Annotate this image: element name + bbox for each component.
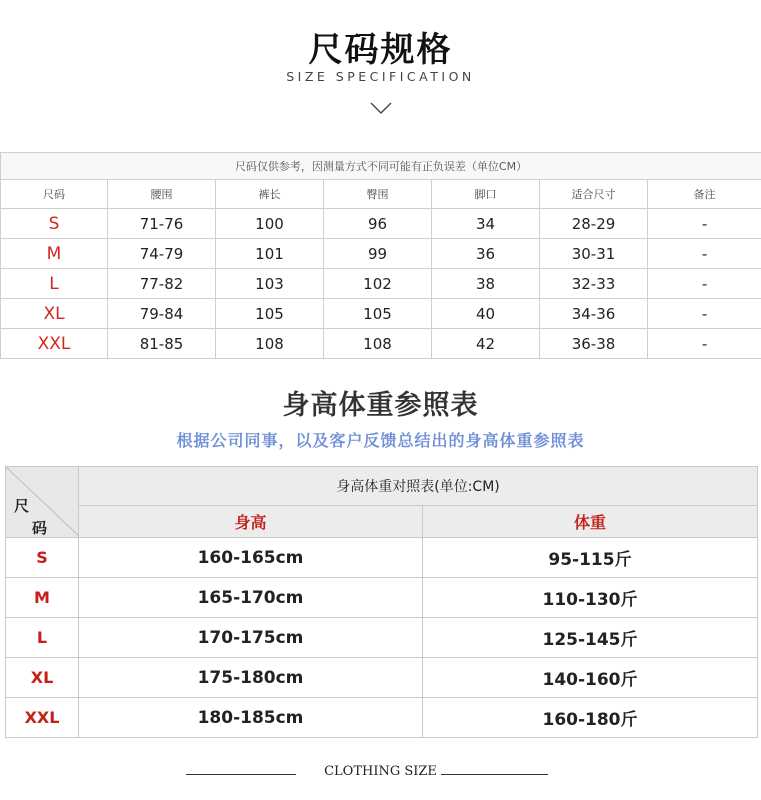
height-cell: 180-185cm: [79, 698, 423, 738]
waist-cell: 77-82: [108, 269, 216, 299]
footer-label: CLOTHING SIZE: [320, 764, 441, 779]
corner-label-bottom: 码: [32, 519, 48, 537]
size-label: L: [1, 269, 108, 299]
header-height: 身高: [79, 506, 423, 538]
chevron-down-icon: [370, 101, 392, 115]
corner-label-top: 尺: [14, 497, 30, 515]
height-cell: 165-170cm: [79, 578, 423, 618]
section-subtitle: 根据公司同事，以及客户反馈总结出的身高体重参照表: [176, 431, 585, 450]
table-row: [1, 239, 761, 269]
fit-size-cell: 36-38: [540, 329, 648, 359]
fit-size-cell: 34-36: [540, 299, 648, 329]
length-cell: 100: [216, 209, 324, 239]
table-row: [6, 538, 758, 578]
size-label: XL: [1, 299, 108, 329]
notes-cell: -: [648, 299, 761, 329]
length-cell: 101: [216, 239, 324, 269]
notes-cell: -: [648, 329, 761, 359]
waist-cell: 79-84: [108, 299, 216, 329]
size-label: S: [1, 209, 108, 239]
size-label: S: [6, 538, 79, 578]
hem-cell: 42: [432, 329, 540, 359]
header-size: 尺码: [1, 180, 108, 209]
hem-cell: 36: [432, 239, 540, 269]
hip-cell: 96: [324, 209, 432, 239]
table-row: [1, 329, 761, 359]
weight-cell: 110-130斤: [423, 578, 758, 618]
header-length: 裤长: [216, 180, 324, 209]
hem-cell: 34: [432, 209, 540, 239]
weight-cell: 160-180斤: [423, 698, 758, 738]
fit-size-cell: 30-31: [540, 239, 648, 269]
corner-cell: [6, 467, 79, 538]
waist-cell: 71-76: [108, 209, 216, 239]
size-label: M: [1, 239, 108, 269]
length-cell: 108: [216, 329, 324, 359]
weight-cell: 95-115斤: [423, 538, 758, 578]
size-label: L: [6, 618, 79, 658]
table-row: [1, 209, 761, 239]
height-weight-table: [5, 466, 758, 738]
height-cell: 175-180cm: [79, 658, 423, 698]
size-label: M: [6, 578, 79, 618]
length-cell: 103: [216, 269, 324, 299]
waist-cell: 81-85: [108, 329, 216, 359]
hip-cell: 105: [324, 299, 432, 329]
height-cell: 170-175cm: [79, 618, 423, 658]
hip-cell: 108: [324, 329, 432, 359]
notes-cell: -: [648, 269, 761, 299]
table-row: [1, 269, 761, 299]
page-title: 尺码规格: [308, 30, 453, 70]
table-row: [6, 578, 758, 618]
hem-cell: 40: [432, 299, 540, 329]
page-subtitle: SIZE SPECIFICATION: [286, 69, 475, 84]
table-row: [6, 658, 758, 698]
header-hip: 臀围: [324, 180, 432, 209]
hip-cell: 102: [324, 269, 432, 299]
fit-size-cell: 28-29: [540, 209, 648, 239]
size-spec-table: [0, 152, 761, 359]
header-hem: 脚口: [432, 180, 540, 209]
notes-cell: -: [648, 209, 761, 239]
size-table-note: 尺码仅供参考，因测量方式不同可能有正负误差（单位CM）: [1, 153, 761, 180]
notes-cell: -: [648, 239, 761, 269]
weight-cell: 140-160斤: [423, 658, 758, 698]
header-notes: 备注: [648, 180, 761, 209]
hip-cell: 99: [324, 239, 432, 269]
size-label: XL: [6, 658, 79, 698]
table-caption: 身高体重对照表(单位:CM): [79, 467, 758, 506]
table-row: [6, 618, 758, 658]
size-label: XXL: [1, 329, 108, 359]
size-label: XXL: [6, 698, 79, 738]
table-row: [6, 698, 758, 738]
waist-cell: 74-79: [108, 239, 216, 269]
hem-cell: 38: [432, 269, 540, 299]
section-title: 身高体重参照表: [282, 390, 479, 421]
length-cell: 105: [216, 299, 324, 329]
footer: [0, 764, 761, 784]
header-waist: 腰围: [108, 180, 216, 209]
height-cell: 160-165cm: [79, 538, 423, 578]
header-weight: 体重: [423, 506, 758, 538]
fit-size-cell: 32-33: [540, 269, 648, 299]
table-row: [1, 299, 761, 329]
weight-cell: 125-145斤: [423, 618, 758, 658]
header-fit-size: 适合尺寸: [540, 180, 648, 209]
